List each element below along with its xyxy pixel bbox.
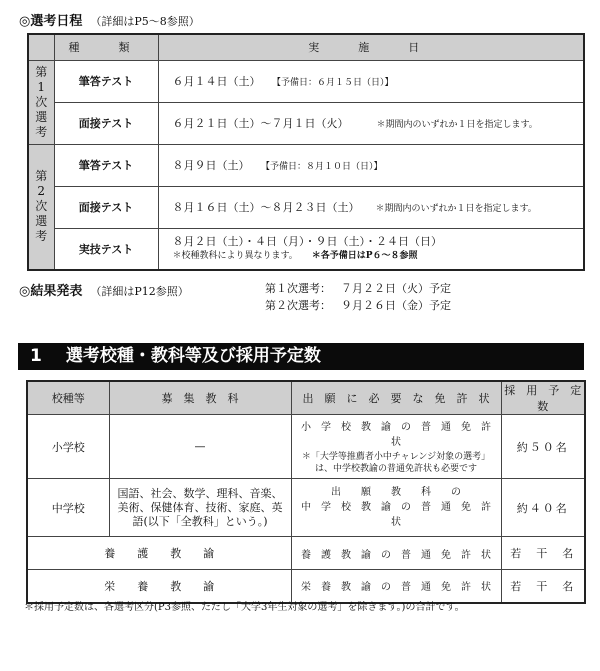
stage2-interview-date-cell bbox=[158, 186, 584, 228]
quota-row-elementary bbox=[27, 415, 585, 479]
stage2-label: 第 2 次 選 考 bbox=[28, 144, 54, 270]
quota-elementary-license: 小 学 校 教 諭 の 普 通 免 許 状 bbox=[301, 422, 501, 448]
stage2-practical-note-a: ＊校種教科により異なります。 bbox=[172, 250, 298, 261]
quota-row-yogo bbox=[27, 537, 585, 570]
stage2-interview-note: ＊期間内のいずれか１日を指定します。 bbox=[375, 204, 537, 214]
stage2-practical-date-cell bbox=[158, 228, 584, 270]
stage1-written-kind: 筆答テスト bbox=[54, 60, 158, 102]
results-heading-note: （詳細はP12参照） bbox=[90, 285, 189, 298]
quota-elementary-count: 約５０名 bbox=[501, 415, 585, 479]
quota-junior-license2: 中 学 校 教 諭 の 普 通 免 許 状 bbox=[301, 502, 501, 528]
results-heading bbox=[19, 280, 189, 299]
stage2-interview-date: ８月１６日（土）〜８月２３日（土） bbox=[172, 201, 360, 214]
quota-elementary-license-cell bbox=[291, 415, 501, 479]
section-title: 選考校種・教科等及び採用予定数 bbox=[65, 346, 321, 366]
results-row-1-label: 第１次選考： bbox=[265, 282, 331, 295]
stage2-written-note: 【予備日：８月１０日（日）】 bbox=[265, 162, 383, 172]
stage2-practical-kind: 実技テスト bbox=[54, 228, 158, 270]
quota-yogo-count: 若 干 名 bbox=[501, 537, 585, 570]
quota-col-count: 採 用 予 定 数 bbox=[501, 381, 585, 415]
quota-eiyo-type: 栄 養 教 諭 bbox=[27, 570, 291, 603]
quota-row-junior bbox=[27, 479, 585, 537]
stage2-written-date: ８月９日（土） bbox=[172, 159, 250, 172]
stage2-interview-kind: 面接テスト bbox=[54, 186, 158, 228]
quota-col-type: 校種等 bbox=[27, 381, 109, 415]
stage2-written-kind: 筆答テスト bbox=[54, 144, 158, 186]
results-row-1 bbox=[265, 280, 451, 296]
quota-col-license: 出 願 に 必 要 な 免 許 状 bbox=[291, 381, 501, 415]
quota-junior-license: 出 願 教 科 の bbox=[331, 487, 461, 498]
results-row-1-date: ７月２２日（火）予定 bbox=[341, 282, 451, 295]
schedule-col-kind: 種 類 bbox=[54, 34, 158, 60]
results-heading-text: ◎結果発表 bbox=[19, 284, 83, 299]
quota-footnote: ＊採用予定数は、各選考区分(P3参照、ただし「大学3年生対象の選考」を除きます。)の合計です。 bbox=[24, 602, 465, 613]
quota-elementary-license-note: ＊「大学等推薦者小中チャレンジ対象の選考」は、中学校教諭の普通免許状も必要です bbox=[301, 452, 491, 474]
stage1-written-date-cell bbox=[158, 60, 584, 102]
quota-junior-license-cell bbox=[291, 479, 501, 537]
results-row-2-date: ９月２６日（金）予定 bbox=[341, 299, 451, 312]
stage2-written-date-cell bbox=[158, 144, 584, 186]
stage2-practical-note-b: ＊各予備日はP６〜８参照 bbox=[311, 250, 418, 261]
stage1-interview-note: ＊期間内のいずれか１日を指定します。 bbox=[376, 120, 538, 130]
quota-yogo-type: 養 護 教 諭 bbox=[27, 537, 291, 570]
stage2-practical-date: ８月２日（土）・４日（月）・９日（土）・２４日（日） bbox=[172, 234, 442, 248]
schedule-heading-text: ◎選考日程 bbox=[19, 14, 83, 29]
quota-eiyo-count: 若 干 名 bbox=[501, 570, 585, 603]
stage1-interview-date: ６月２１日（土）〜７月１日（火） bbox=[172, 117, 349, 130]
quota-junior-count: 約４０名 bbox=[501, 479, 585, 537]
quota-junior-type: 中学校 bbox=[27, 479, 109, 537]
stage1-written-note: 【予備日：６月１５日（日）】 bbox=[276, 78, 394, 88]
results-row-2 bbox=[265, 297, 451, 313]
section-banner bbox=[18, 343, 584, 370]
quota-elementary-type: 小学校 bbox=[27, 415, 109, 479]
quota-col-subject: 募 集 教 科 bbox=[109, 381, 291, 415]
stage1-written-date: ６月１４日（土） bbox=[172, 75, 261, 88]
quota-yogo-license: 養 護 教 諭 の 普 通 免 許 状 bbox=[291, 537, 501, 570]
stage1-interview-kind: 面接テスト bbox=[54, 102, 158, 144]
section-number: 1 bbox=[30, 346, 42, 366]
quota-table bbox=[26, 380, 593, 604]
schedule-col-date: 実 施 日 bbox=[158, 34, 584, 60]
results-row-2-label: 第２次選考： bbox=[265, 299, 331, 312]
stage1-interview-date-cell bbox=[158, 102, 584, 144]
schedule-heading-note: （詳細はP5〜8参照） bbox=[90, 15, 200, 28]
stage1-label: 第 1 次 選 考 bbox=[28, 60, 54, 144]
schedule-corner-cell bbox=[28, 34, 54, 60]
quota-eiyo-license: 栄 養 教 諭 の 普 通 免 許 状 bbox=[291, 570, 501, 603]
schedule-table bbox=[27, 33, 585, 271]
schedule-heading bbox=[19, 10, 200, 29]
quota-junior-subject: 国語、社会、数学、理科、音楽、美術、保健体育、技術、家庭、英語(以下「全教科」という。) bbox=[109, 479, 291, 537]
quota-elementary-subject: — bbox=[109, 415, 291, 479]
